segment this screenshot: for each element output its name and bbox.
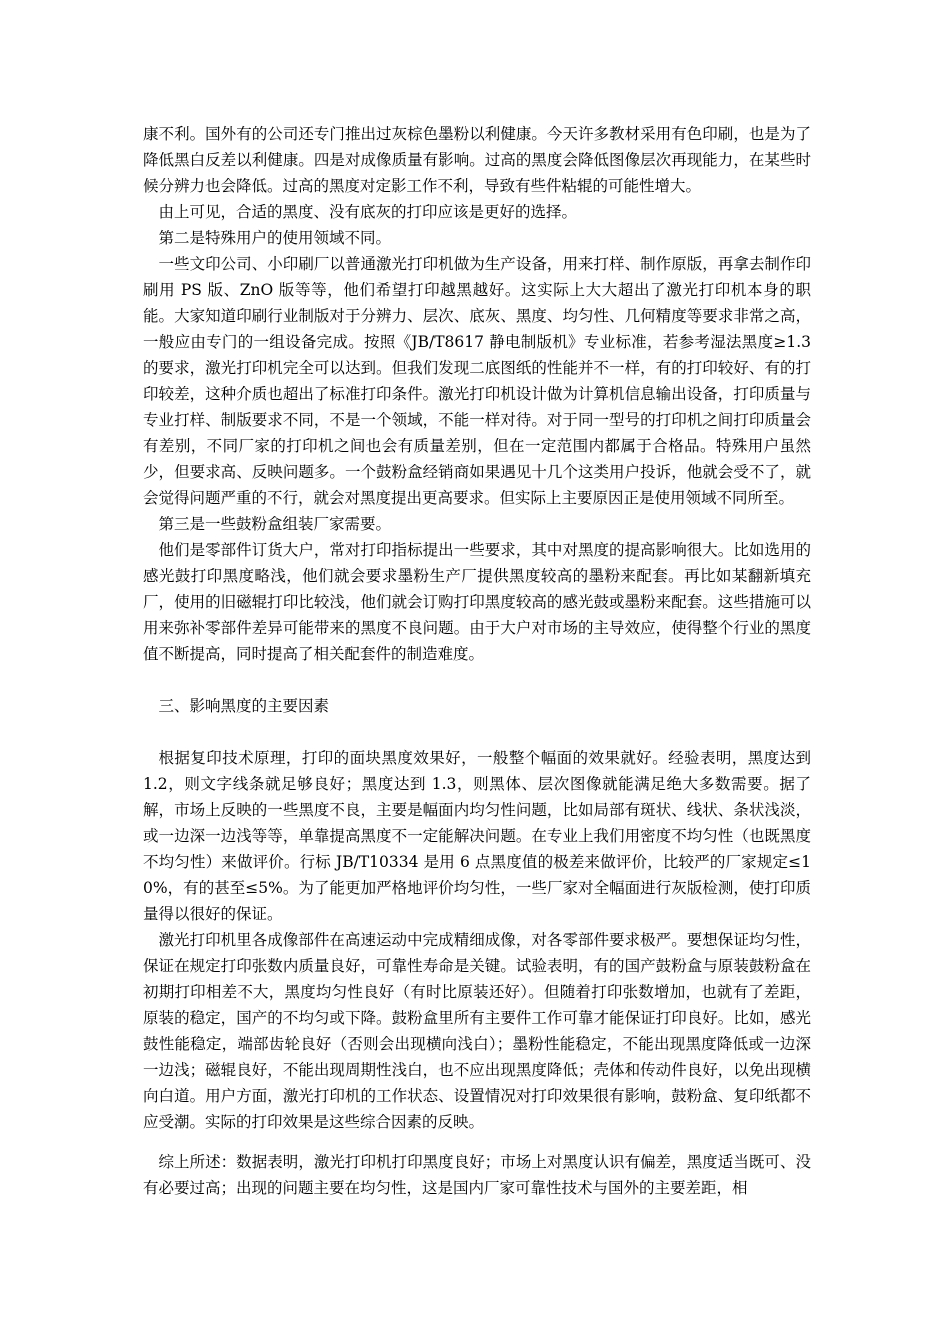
section-spacer [143,719,811,745]
paragraph-copy-principle: 根据复印技术原理，打印的面块黑度效果好，一般整个幅面的效果就好。经验表明，黑度达到 1.2，则文字线条就足够良好；黑度达到 1.3，则黑体、层次图像就能满足绝大多数需要。据了解，市场上反映的一些黑度不良，主要是幅面内均匀性问题，比如局部有斑状、线状、条状浅淡，或一边深一边浅等等，单靠提高黑度不一定能解决问题。在专业上我们用密度不均匀性（也既黑度不均匀性）来做评价。行标 JB/T10334 是用 6 点黑度值的极差来做评价，比较严的厂家规定≤10%，有的甚至≤5%。为了能更加严格地评价均匀性，一些厂家对全幅面进行灰版检测，使打印质量得以很好的保证。 [143,749,811,923]
paragraph-health-and-quality: 康不利。国外有的公司还专门推出过灰棕色墨粉以利健康。今天许多教材采用有色印刷，也是为了降低黑白反差以利健康。四是对成像质量有影响。过高的黑度会降低图像层次再现能力，在某些时候分辨力也会降低。过高的黑度对定影工作不利，导致有些件粘辊的可能性增大。 [143,125,811,195]
paragraph-cartridge-assemblers: 他们是零部件订货大户，常对打印指标提出一些要求，其中对黑度的提高影响很大。比如选用的感光鼓打印黑度略浅，他们就会要求墨粉生产厂提供黑度较高的墨粉来配套。再比如某翻新填充厂，使用的旧磁辊打印比较浅，他们就会订购打印黑度较高的感光鼓或墨粉来配套。这些措施可以用来弥补零部件差异可能带来的黑度不良问题。由于大户对市场的主导效应，使得整个行业的黑度值不断提高，同时提高了相关配套件的制造难度。 [143,541,811,663]
section-spacer [143,667,811,693]
paragraph-laser-printer-components: 激光打印机里各成像部件在高速运动中完成精细成像，对各零部件要求极严。要想保证均匀性，保证在规定打印张数内质量良好，可靠性寿命是关键。试验表明，有的国产鼓粉盒与原装鼓粉盒在初期打印相差不大，黑度均匀性良好（有时比原装还好）。但随着打印张数增加，也就有了差距，原装的稳定，国产的不均匀或下降。鼓粉盒里所有主要件工作可靠才能保证打印良好。比如，感光鼓性能稳定，端部齿轮良好（否则会出现横向浅白）；墨粉性能稳定，不能出现黑度降低或一边深一边浅；磁辊良好，不能出现周期性浅白，也不应出现黑度降低；壳体和传动件良好，以免出现横向白道。用户方面，激光打印机的工作状态、设置情况对打印效果很有影响，鼓粉盒、复印纸都不应受潮。实际的打印效果是这些综合因素的反映。 [143,931,811,1131]
paragraph-spacer [143,1135,811,1149]
section-heading: 三、影响黑度的主要因素 [158,697,330,715]
document-body [143,121,811,1201]
paragraph-final-summary: 综上所述：数据表明，激光打印机打印黑度良好；市场上对黑度认识有偏差，黑度适当既可、没有必要过高；出现的问题主要在均匀性，这是国内厂家可靠性技术与国外的主要差距，相 [143,1153,811,1197]
paragraph-conclusion-summary: 由上可见，合适的黑度、没有底灰的打印应该是更好的选择。 [158,203,578,221]
paragraph-second-point-title: 第二是特殊用户的使用领域不同。 [158,229,392,247]
paragraph-special-users: 一些文印公司、小印刷厂以普通激光打印机做为生产设备，用来打样、制作原版，再拿去制作印刷用 PS 版、ZnO 版等等，他们希望打印越黑越好。这实际上大大超出了激光打印机本身的职能。大家知道印刷行业制版对于分辨力、层次、底灰、黑度、均匀性、几何精度等要求非常之高，一般应由专门的一组设备完成。按照《JB/T8617 静电制版机》专业标准，若参考湿法黑度≥1.3 的要求，激光打印机完全可以达到。但我们发现二底图纸的性能并不一样，有的打印较好、有的打印较差，这种介质也超出了标准打印条件。激光打印机设计做为计算机信息输出设备，打印质量与专业打样、制版要求不同，不是一个领域，不能一样对待。对于同一型号的打印机之间打印质量会有差别，不同厂家的打印机之间也会有质量差别，但在一定范围内都属于合格品。特殊用户虽然少，但要求高、反映问题多。一个鼓粉盒经销商如果遇见十几个这类用户投诉，他就会受不了，就会觉得问题严重的不行，就会对黑度提出更高要求。但实际上主要原因正是使用领域不同所至。 [143,255,811,507]
paragraph-third-point-title: 第三是一些鼓粉盒组装厂家需要。 [158,515,392,533]
